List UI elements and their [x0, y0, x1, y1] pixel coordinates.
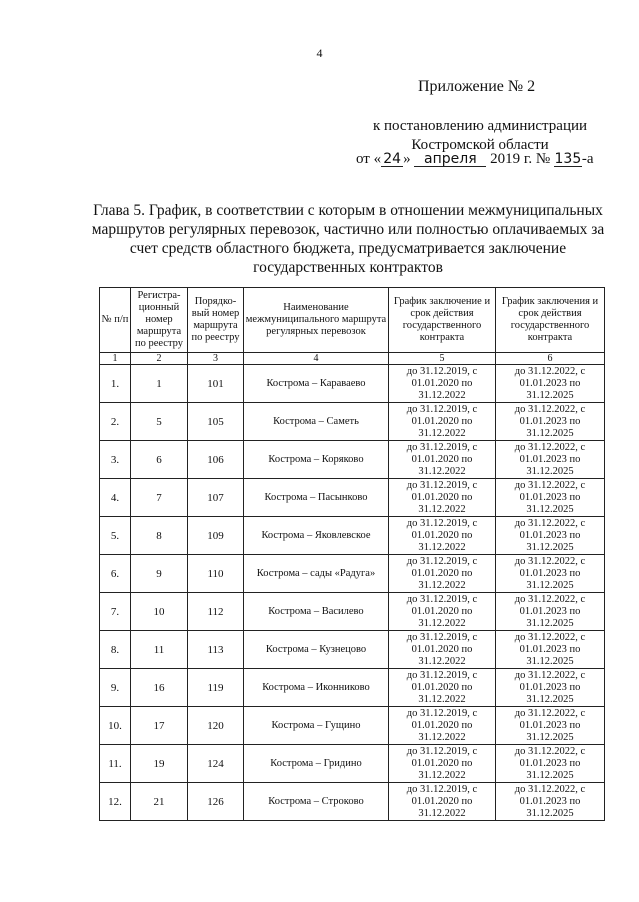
- route-name: Кострома – Строково: [244, 783, 389, 821]
- schedule-2-cell: до 31.12.2022, с 01.01.2023 по 31.12.2025: [496, 783, 605, 821]
- row-index: 2.: [100, 403, 131, 441]
- column-number: 4: [244, 353, 389, 365]
- order-number: 124: [188, 745, 244, 783]
- table-body: [100, 365, 605, 821]
- route-name: Кострома – Гущино: [244, 707, 389, 745]
- schedule-2-cell: до 31.12.2022, с 01.01.2023 по 31.12.2025: [496, 441, 605, 479]
- schedule-1-cell: до 31.12.2019, с 01.01.2020 по 31.12.2022: [389, 593, 496, 631]
- schedule-2-cell: до 31.12.2022, с 01.01.2023 по 31.12.2025: [496, 593, 605, 631]
- order-number: 120: [188, 707, 244, 745]
- order-number: 105: [188, 403, 244, 441]
- table-row: [100, 707, 605, 745]
- table-row: [100, 669, 605, 707]
- row-index: 10.: [100, 707, 131, 745]
- route-name: Кострома – Василево: [244, 593, 389, 631]
- header-route-name: Наименование межмуниципального маршрута регулярных перевозок: [244, 288, 389, 353]
- schedule-1-cell: до 31.12.2019, с 01.01.2020 по 31.12.2022: [389, 479, 496, 517]
- table-row: [100, 555, 605, 593]
- registration-number: 1: [131, 365, 188, 403]
- route-name: Кострома – Пасынково: [244, 479, 389, 517]
- resolution-number: 135: [554, 151, 582, 167]
- schedule-2-cell: до 31.12.2022, с 01.01.2023 по 31.12.2025: [496, 517, 605, 555]
- route-name: Кострома – Караваево: [244, 365, 389, 403]
- row-index: 6.: [100, 555, 131, 593]
- schedule-2-cell: до 31.12.2022, с 01.01.2023 по 31.12.2025: [496, 707, 605, 745]
- schedule-2-cell: до 31.12.2022, с 01.01.2023 по 31.12.2025: [496, 403, 605, 441]
- order-number: 107: [188, 479, 244, 517]
- appendix-title: Приложение № 2: [418, 78, 536, 95]
- schedule-2-cell: до 31.12.2022, с 01.01.2023 по 31.12.2025: [496, 479, 605, 517]
- table-row: [100, 403, 605, 441]
- table-row: [100, 783, 605, 821]
- table-header-row: [100, 288, 605, 353]
- route-name: Кострома – Яковлевское: [244, 517, 389, 555]
- route-name: Кострома – Кузнецово: [244, 631, 389, 669]
- schedule-2-cell: до 31.12.2022, с 01.01.2023 по 31.12.2025: [496, 631, 605, 669]
- registration-number: 7: [131, 479, 188, 517]
- schedule-2-cell: до 31.12.2022, с 01.01.2023 по 31.12.2025: [496, 365, 605, 403]
- registration-number: 16: [131, 669, 188, 707]
- date-prefix: от «: [356, 151, 382, 167]
- order-number: 113: [188, 631, 244, 669]
- table-row: [100, 745, 605, 783]
- header-schedule-1: График заключение и срок действия государственного контракта: [389, 288, 496, 353]
- registration-number: 8: [131, 517, 188, 555]
- date-mid: »: [403, 151, 411, 167]
- row-index: 3.: [100, 441, 131, 479]
- schedule-1-cell: до 31.12.2019, с 01.01.2020 по 31.12.2022: [389, 365, 496, 403]
- table-row: [100, 517, 605, 555]
- page-number: 4: [316, 46, 323, 60]
- registration-number: 6: [131, 441, 188, 479]
- route-name: Кострома – Гридино: [244, 745, 389, 783]
- order-number: 126: [188, 783, 244, 821]
- registration-number: 10: [131, 593, 188, 631]
- chapter-title: Глава 5. График, в соответствии с которым в отношении межмуниципальных маршрутов регулярных перевозок, частично или полностью оплачиваемых за счет средств областного бюджета, предусматривается заключение государственных контрактов: [91, 202, 605, 276]
- row-index: 9.: [100, 669, 131, 707]
- resolution-number-suffix: -а: [581, 151, 594, 167]
- row-index: 7.: [100, 593, 131, 631]
- table-row: [100, 365, 605, 403]
- table-row: [100, 479, 605, 517]
- route-name: Кострома – Иконниково: [244, 669, 389, 707]
- resolution-date-line: [356, 151, 594, 168]
- date-month: апреля: [414, 152, 486, 167]
- column-number: 6: [496, 353, 605, 365]
- schedule-2-cell: до 31.12.2022, с 01.01.2023 по 31.12.2025: [496, 745, 605, 783]
- schedule-1-cell: до 31.12.2019, с 01.01.2020 по 31.12.2022: [389, 669, 496, 707]
- registration-number: 11: [131, 631, 188, 669]
- schedule-1-cell: до 31.12.2019, с 01.01.2020 по 31.12.2022: [389, 555, 496, 593]
- table-row: [100, 631, 605, 669]
- registration-number: 21: [131, 783, 188, 821]
- schedule-1-cell: до 31.12.2019, с 01.01.2020 по 31.12.2022: [389, 441, 496, 479]
- route-name: Кострома – сады «Радуга»: [244, 555, 389, 593]
- row-index: 1.: [100, 365, 131, 403]
- resolution-line-2: Костромской области: [411, 137, 549, 153]
- header-registration-number: Регистра-ционный номер маршрута по реестру: [131, 288, 188, 353]
- schedule-1-cell: до 31.12.2019, с 01.01.2020 по 31.12.2022: [389, 707, 496, 745]
- order-number: 112: [188, 593, 244, 631]
- order-number: 101: [188, 365, 244, 403]
- order-number: 106: [188, 441, 244, 479]
- schedule-1-cell: до 31.12.2019, с 01.01.2020 по 31.12.2022: [389, 783, 496, 821]
- registration-number: 17: [131, 707, 188, 745]
- row-index: 11.: [100, 745, 131, 783]
- column-number: 5: [389, 353, 496, 365]
- header-index: № п/п: [100, 288, 131, 353]
- schedule-1-cell: до 31.12.2019, с 01.01.2020 по 31.12.2022: [389, 631, 496, 669]
- registration-number: 9: [131, 555, 188, 593]
- row-index: 12.: [100, 783, 131, 821]
- order-number: 110: [188, 555, 244, 593]
- date-year: 2019 г. №: [490, 151, 551, 167]
- contracts-schedule-table: [99, 287, 605, 821]
- header-schedule-2: График заключения и срок действия государственного контракта: [496, 288, 605, 353]
- header-order-number: Порядко-вый номер маршрута по реестру: [188, 288, 244, 353]
- schedule-1-cell: до 31.12.2019, с 01.01.2020 по 31.12.2022: [389, 745, 496, 783]
- schedule-2-cell: до 31.12.2022, с 01.01.2023 по 31.12.2025: [496, 555, 605, 593]
- column-number: 1: [100, 353, 131, 365]
- column-number: 2: [131, 353, 188, 365]
- column-number: 3: [188, 353, 244, 365]
- row-index: 5.: [100, 517, 131, 555]
- order-number: 119: [188, 669, 244, 707]
- table-row: [100, 441, 605, 479]
- table-row: [100, 593, 605, 631]
- route-name: Кострома – Коряково: [244, 441, 389, 479]
- column-number-row: [100, 353, 605, 365]
- date-day: 24: [381, 152, 403, 167]
- route-name: Кострома – Саметь: [244, 403, 389, 441]
- registration-number: 19: [131, 745, 188, 783]
- schedule-2-cell: до 31.12.2022, с 01.01.2023 по 31.12.2025: [496, 669, 605, 707]
- schedule-1-cell: до 31.12.2019, с 01.01.2020 по 31.12.2022: [389, 517, 496, 555]
- row-index: 4.: [100, 479, 131, 517]
- registration-number: 5: [131, 403, 188, 441]
- resolution-reference: [330, 117, 630, 155]
- order-number: 109: [188, 517, 244, 555]
- resolution-line-1: к постановлению администрации: [372, 118, 588, 134]
- schedule-1-cell: до 31.12.2019, с 01.01.2020 по 31.12.2022: [389, 403, 496, 441]
- row-index: 8.: [100, 631, 131, 669]
